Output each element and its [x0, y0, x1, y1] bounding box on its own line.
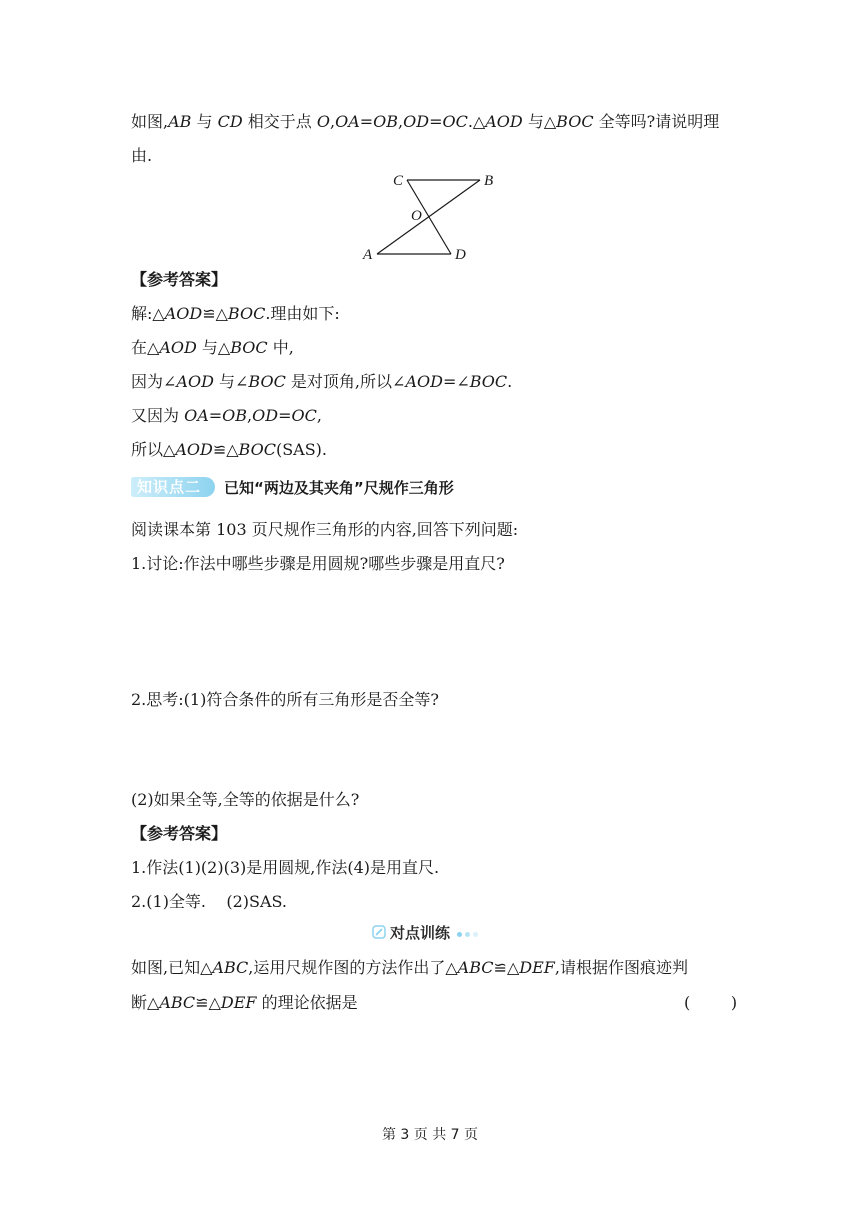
- knowledge-point-badge: 知识点二: [131, 477, 215, 497]
- label-c: C: [393, 173, 404, 189]
- practice-line2: 断△ABC≌△DEF 的理论依据是: [131, 993, 358, 1012]
- practice-line1: 如图,已知△ABC,运用尺规作图的方法作出了△ABC≌△DEF,请根据作图痕迹判: [131, 958, 688, 977]
- knowledge-point-title: 已知“两边及其夹角”尺规作三角形: [224, 479, 454, 497]
- answer1-line4: 又因为 OA=OB,OD=OC,: [131, 406, 322, 425]
- decorative-dots: [454, 923, 478, 941]
- label-b: B: [484, 173, 494, 189]
- answer1-line1: 解:△AOD≌△BOC.理由如下:: [131, 304, 340, 323]
- label-d: D: [455, 247, 466, 263]
- answer1-line3: 因为∠AOD 与∠BOC 是对顶角,所以∠AOD=∠BOC.: [131, 372, 513, 391]
- knowledge2-q2: 2.思考:(1)符合条件的所有三角形是否全等?: [131, 690, 439, 709]
- pencil-icon: [372, 925, 386, 939]
- problem1-line2: 由.: [131, 146, 153, 165]
- knowledge2-q1: 1.讨论:作法中哪些步骤是用圆规?哪些步骤是用直尺?: [131, 554, 505, 573]
- label-a: A: [363, 247, 373, 263]
- answer2-line1: 1.作法(1)(2)(3)是用圆规,作法(4)是用直尺.: [131, 858, 440, 877]
- geometry-figure: [355, 168, 505, 266]
- answer1-line2: 在△AOD 与△BOC 中,: [131, 338, 294, 357]
- practice-title: 对点训练: [390, 923, 451, 942]
- answer1-line5: 所以△AOD≌△BOC(SAS).: [131, 440, 327, 459]
- answer2-heading: 【参考答案】: [131, 824, 228, 843]
- knowledge2-intro: 阅读课本第 103 页尺规作三角形的内容,回答下列问题:: [131, 520, 519, 539]
- practice-heading: [372, 922, 478, 942]
- problem1-line1: 如图,AB 与 CD 相交于点 O,OA=OB,OD=OC.△AOD 与△BOC 全等吗?请说明理: [131, 112, 720, 131]
- answer-blank[interactable]: ( ): [684, 993, 738, 1012]
- answer1-heading: 【参考答案】: [131, 270, 228, 289]
- label-o: O: [411, 208, 422, 224]
- page-footer: 第 3 页 共 7 页: [381, 1127, 479, 1143]
- knowledge2-q2b: (2)如果全等,全等的依据是什么?: [131, 790, 360, 809]
- answer2-line2: 2.(1)全等. (2)SAS.: [131, 892, 288, 911]
